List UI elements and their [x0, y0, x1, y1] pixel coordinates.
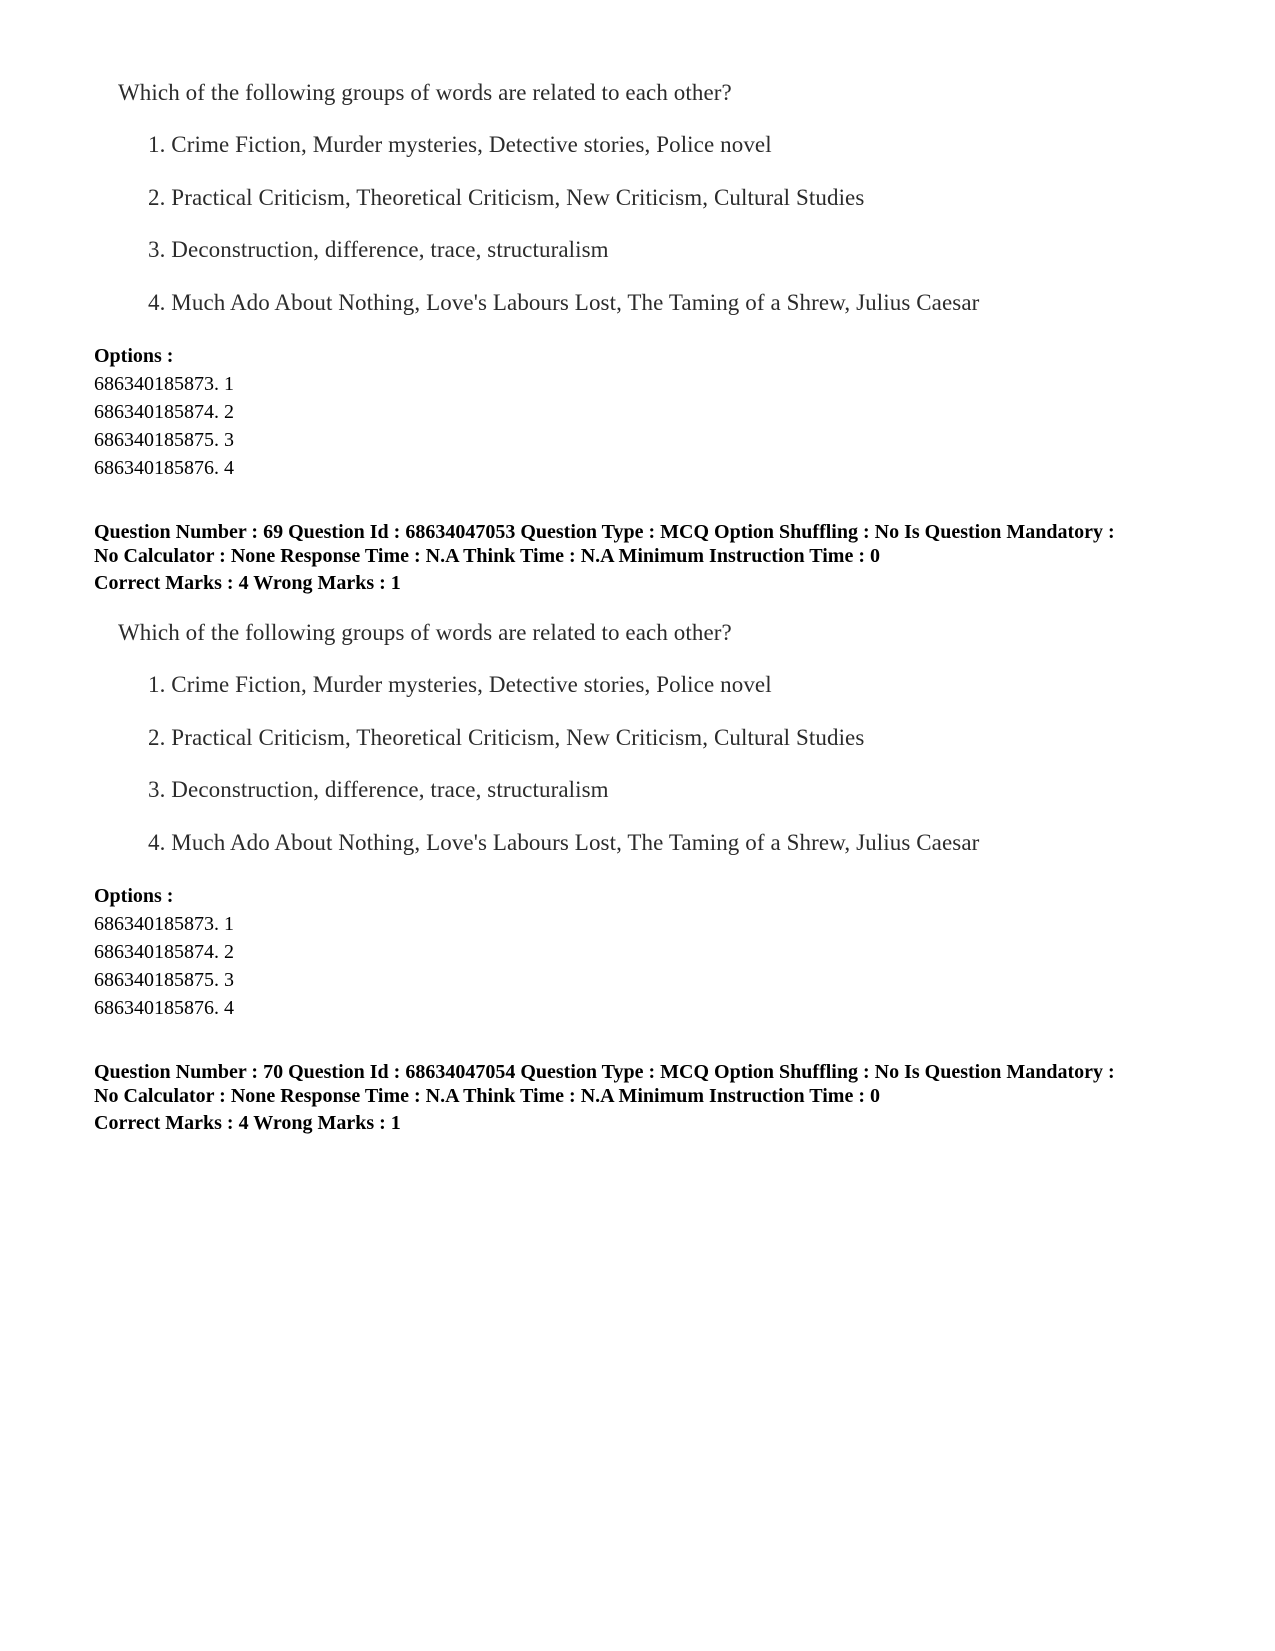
question-meta-line-2: No Calculator : None Response Time : N.A Think Time : N.A Minimum Instruction Time : 0 — [94, 545, 880, 567]
option-item: 686340185876. 4 — [94, 457, 234, 479]
question-stem: Which of the following groups of words are related to each other? — [118, 80, 732, 105]
question-meta-line-1: Question Number : 69 Question Id : 68634047053 Question Type : MCQ Option Shuffling : No Is Question Mandatory : — [94, 521, 1115, 543]
question-marks-69: Correct Marks : 4 Wrong Marks : 1 — [94, 572, 401, 594]
question-stem: Which of the following groups of words are related to each other? — [118, 620, 732, 645]
option-item: 686340185874. 2 — [94, 401, 234, 423]
option-item: 686340185873. 1 — [94, 373, 234, 395]
options-heading: Options : — [94, 885, 174, 907]
question-meta-line-1: Question Number : 70 Question Id : 68634047054 Question Type : MCQ Option Shuffling : No Is Question Mandatory : — [94, 1061, 1115, 1083]
question-header-70 — [94, 1060, 1115, 1108]
choice-1: 1. Crime Fiction, Murder mysteries, Detective stories, Police novel — [148, 672, 772, 697]
option-item: 686340185875. 3 — [94, 429, 234, 451]
choice-4: 4. Much Ado About Nothing, Love's Labours Lost, The Taming of a Shrew, Julius Caesar — [148, 290, 980, 315]
option-item: 686340185876. 4 — [94, 997, 234, 1019]
option-item: 686340185874. 2 — [94, 941, 234, 963]
choice-4: 4. Much Ado About Nothing, Love's Labours Lost, The Taming of a Shrew, Julius Caesar — [148, 830, 980, 855]
choice-3: 3. Deconstruction, difference, trace, structuralism — [148, 777, 609, 802]
choice-1: 1. Crime Fiction, Murder mysteries, Detective stories, Police novel — [148, 132, 772, 157]
option-item: 686340185875. 3 — [94, 969, 234, 991]
choice-2: 2. Practical Criticism, Theoretical Criticism, New Criticism, Cultural Studies — [148, 185, 865, 210]
question-meta-line-2: No Calculator : None Response Time : N.A Think Time : N.A Minimum Instruction Time : 0 — [94, 1085, 880, 1107]
question-marks-70: Correct Marks : 4 Wrong Marks : 1 — [94, 1112, 401, 1134]
choice-3: 3. Deconstruction, difference, trace, structuralism — [148, 237, 609, 262]
question-header-69 — [94, 520, 1115, 568]
choice-2: 2. Practical Criticism, Theoretical Criticism, New Criticism, Cultural Studies — [148, 725, 865, 750]
options-heading: Options : — [94, 345, 174, 367]
option-item: 686340185873. 1 — [94, 913, 234, 935]
